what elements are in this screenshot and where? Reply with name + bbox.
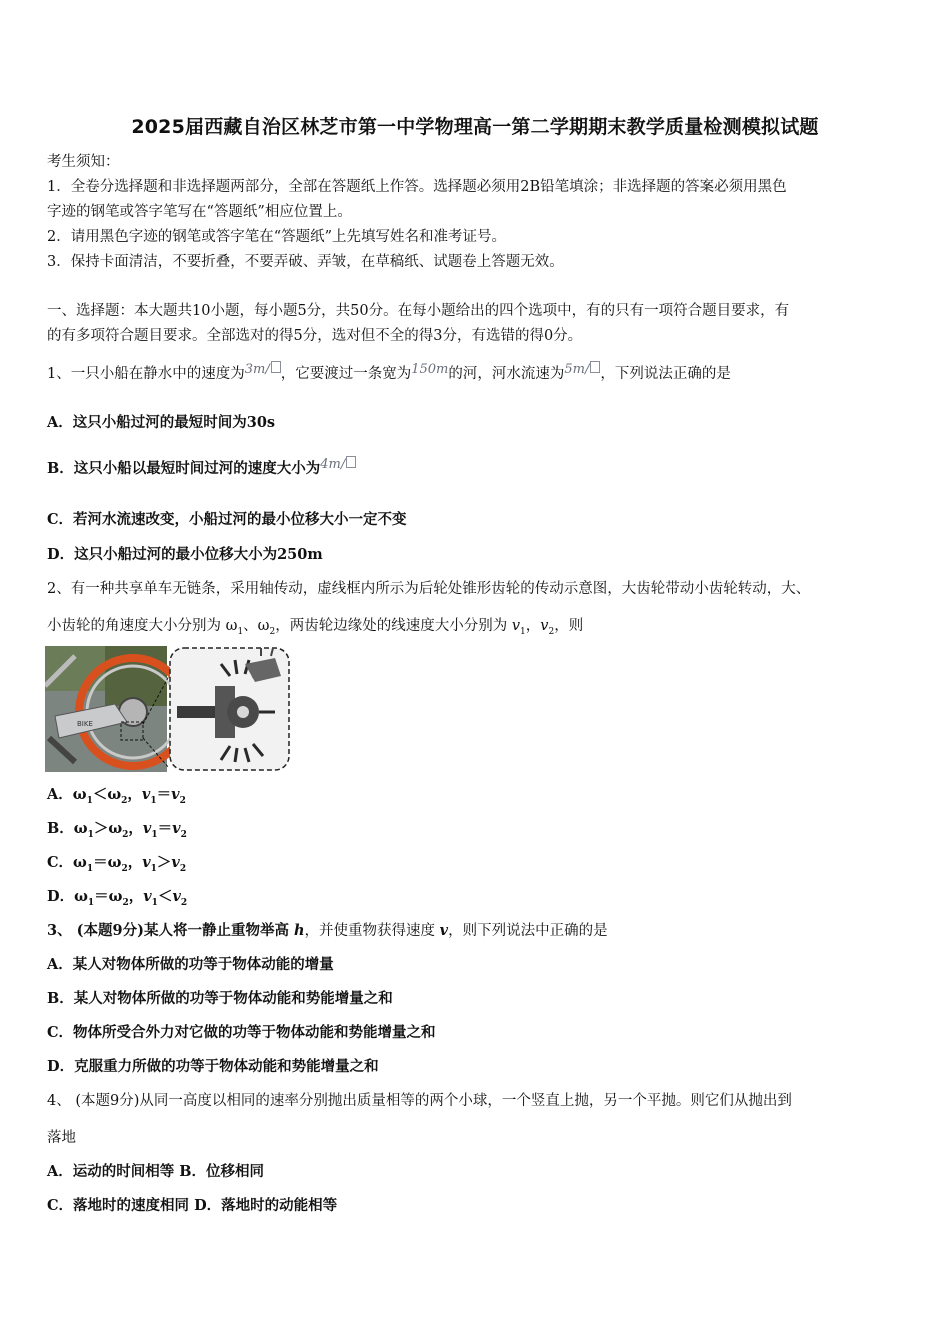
q2-option-part: 1 bbox=[151, 897, 158, 908]
question-3-stem bbox=[47, 921, 608, 941]
q2-option-part: 1 bbox=[150, 795, 157, 806]
q1-text-4: ，下列说法正确的是 bbox=[600, 366, 731, 382]
q2-text-c: ，两齿轮边缘处的线速度大小分别为 bbox=[275, 618, 512, 634]
q3-option-d: D．克服重力所做的功等于物体动能和势能增量之和 bbox=[47, 1058, 379, 1075]
q2-sub: 1 bbox=[237, 626, 244, 637]
q1-math-speed: 3m/ bbox=[244, 362, 270, 377]
q2-option-part: 2 bbox=[179, 863, 187, 874]
q3-var-h: h bbox=[294, 922, 305, 939]
q2-option-b bbox=[47, 819, 187, 845]
q1-math-width: 150m bbox=[411, 362, 449, 377]
q2-option-part: 1 bbox=[86, 863, 94, 874]
gear-diagram bbox=[170, 648, 289, 770]
q2-option-part: B． bbox=[47, 820, 74, 837]
q4-options-ab: A．运动的时间相等 B．位移相同 bbox=[47, 1163, 265, 1180]
q2-option-part: v bbox=[141, 786, 151, 803]
q3-text-b: ，并使重物获得速度 bbox=[304, 923, 440, 939]
q2-option-part: ＜ bbox=[92, 786, 108, 803]
q2-option-part: ＝ bbox=[93, 854, 108, 871]
q2-option-part: C． bbox=[47, 854, 74, 871]
q2-option-part: ， bbox=[128, 888, 144, 905]
q3-option-a: A．某人对物体所做的功等于物体动能的增量 bbox=[47, 956, 334, 973]
q2-option-part: ω bbox=[73, 854, 87, 871]
question-1-stem bbox=[47, 364, 731, 385]
notice-heading: 考生须知： bbox=[47, 154, 120, 170]
q1-option-b-box bbox=[346, 456, 356, 468]
question-4-stem-1: 4、 (本题9分)从同一高度以相同的速率分别抛出质量相等的两个小球，一个竖直上抛，另一个平抛。则它们从抛出到 bbox=[47, 1093, 792, 1109]
q2-option-part: ω bbox=[107, 854, 122, 871]
q3-option-c: C．物体所受合外力对它做的功等于物体动能和势能增量之和 bbox=[47, 1024, 436, 1041]
bike-gear-figure bbox=[45, 646, 291, 772]
q2-text-e: ，则 bbox=[554, 618, 584, 634]
q1-math-box bbox=[271, 361, 281, 373]
q2-text-a: 小齿轮的角速度大小分别为 ω bbox=[47, 618, 238, 634]
q2-option-part: 2 bbox=[121, 863, 128, 874]
q2-option-part: v bbox=[172, 820, 181, 837]
q1-text-2: ，它要渡过一条宽为 bbox=[280, 366, 412, 382]
q2-option-part: 2 bbox=[180, 829, 187, 840]
q2-option-part: ω bbox=[73, 820, 88, 837]
q2-option-part: ω bbox=[74, 888, 88, 905]
q1-option-a: A．这只小船过河的最短时间为30s bbox=[47, 414, 276, 431]
q2-option-part: 1 bbox=[86, 795, 93, 806]
q2-option-part: 1 bbox=[151, 829, 158, 840]
q2-option-a bbox=[47, 785, 186, 811]
question-2-stem-2: 小齿轮的角速度大小分别为 $\omega_1$、$\omega_2$，两齿轮边缘处的线速度大小分别为 $v_1$，$v_2$，则 bbox=[47, 618, 584, 637]
q4-options-cd: C．落地时的速度相同 D．落地时的动能相等 bbox=[47, 1197, 338, 1214]
page-title: 2025届西藏自治区林芝市第一中学物理高一第二学期期末教学质量检测模拟试题 bbox=[131, 116, 819, 138]
q2-option-part: ， bbox=[128, 820, 143, 837]
q2-option-part: ＜ bbox=[157, 888, 173, 905]
q1-math-flow: 5m/ bbox=[564, 362, 590, 377]
q3-option-b: B．某人对物体所做的功等于物体动能和势能增量之和 bbox=[47, 990, 393, 1007]
q2-option-part: ＞ bbox=[156, 854, 172, 871]
q2-option-d bbox=[47, 887, 187, 913]
notice-item-3: 3．保持卡面清洁，不要折叠，不要弄破、弄皱，在草稿纸、试题卷上答题无效。 bbox=[47, 254, 564, 270]
q2-option-part: 1 bbox=[87, 897, 95, 908]
q2-option-part: ω bbox=[108, 820, 123, 837]
notice-item-2: 2．请用黑色字迹的钢笔或答字笔在“答题纸”上先填写姓名和准考证号。 bbox=[47, 229, 507, 245]
section-instructions-line2: 的有多项符合题目要求。全部选对的得5分，选对但不全的得3分，有选错的得0分。 bbox=[47, 328, 583, 344]
q2-option-part: 2 bbox=[180, 897, 188, 908]
q2-sub: 2 bbox=[269, 626, 276, 637]
q2-sub: 1 bbox=[520, 626, 526, 637]
q2-option-part: 2 bbox=[122, 829, 129, 840]
q1-option-b-math: 4m/ bbox=[320, 457, 346, 472]
q2-option-part: 2 bbox=[122, 897, 129, 908]
q3-text-a: 3、 (本题9分)某人将一静止重物举高 bbox=[47, 922, 294, 939]
question-2-stem-1: 2、有一种共享单车无链条，采用轴传动，虚线框内所示为后轮处锥形齿轮的传动示意图，大齿轮带动小齿轮转动，大、 bbox=[47, 581, 811, 597]
q1-text-3: 的河，河水流速为 bbox=[448, 366, 565, 382]
q1-option-c: C．若河水流速改变，小船过河的最小位移大小一定不变 bbox=[47, 511, 407, 528]
q2-option-part: ω bbox=[72, 786, 87, 803]
bike-label: BIKE bbox=[77, 720, 93, 728]
q2-option-part: v bbox=[172, 888, 181, 905]
q2-text-b: 、ω bbox=[243, 618, 270, 634]
q2-option-part: v bbox=[142, 820, 152, 837]
q2-option-c bbox=[47, 853, 186, 879]
q2-sub: 2 bbox=[548, 626, 555, 637]
q1-text-1: 1、一只小船在静水中的速度为 bbox=[47, 366, 245, 382]
q2-option-part: 2 bbox=[179, 795, 186, 806]
q2-option-part: v bbox=[143, 888, 152, 905]
bike-photo bbox=[45, 646, 187, 772]
q3-var-v: v bbox=[439, 922, 449, 939]
q2-text-d: ， bbox=[525, 618, 541, 634]
q2-option-part: 1 bbox=[150, 863, 157, 874]
q1-option-b bbox=[47, 459, 356, 480]
question-4-stem-2: 落地 bbox=[47, 1130, 76, 1146]
q2-option-part: ， bbox=[127, 854, 143, 871]
section-instructions-line1: 一、选择题：本大题共10小题，每小题5分，共50分。在每小题给出的四个选项中，有的只有一项符合题目要求，有 bbox=[47, 303, 790, 319]
q1-option-b-text: B．这只小船以最短时间过河的速度大小为 bbox=[47, 460, 321, 477]
q2-option-part: D． bbox=[47, 888, 75, 905]
notice-item-1: 1．全卷分选择题和非选择题两部分，全部在答题纸上作答。选择题必须用2B铅笔填涂；非选择题的答案必须用黑色 bbox=[47, 179, 787, 195]
q2-option-part: ω bbox=[107, 786, 122, 803]
q2-option-part: ， bbox=[127, 786, 142, 803]
q2-option-part: ＝ bbox=[157, 820, 173, 837]
q2-option-part: ＝ bbox=[94, 888, 109, 905]
q2-option-part: 2 bbox=[121, 795, 128, 806]
q1-option-d: D．这只小船过河的最小位移大小为250m bbox=[47, 546, 323, 563]
q2-option-part: v bbox=[142, 854, 151, 871]
q2-option-part: ω bbox=[108, 888, 123, 905]
q2-option-part: v bbox=[171, 786, 180, 803]
q2-option-part: ＝ bbox=[156, 786, 172, 803]
notice-item-1-cont: 字迹的钢笔或答字笔写在“答题纸”相应位置上。 bbox=[47, 204, 352, 220]
q2-option-part: ＞ bbox=[93, 820, 109, 837]
q1-math-box-2 bbox=[590, 361, 600, 373]
q2-option-part: A． bbox=[47, 786, 73, 803]
q2-option-part: v bbox=[171, 854, 180, 871]
q3-text-c: ，则下列说法中正确的是 bbox=[448, 923, 608, 939]
q2-option-part: 1 bbox=[87, 829, 94, 840]
